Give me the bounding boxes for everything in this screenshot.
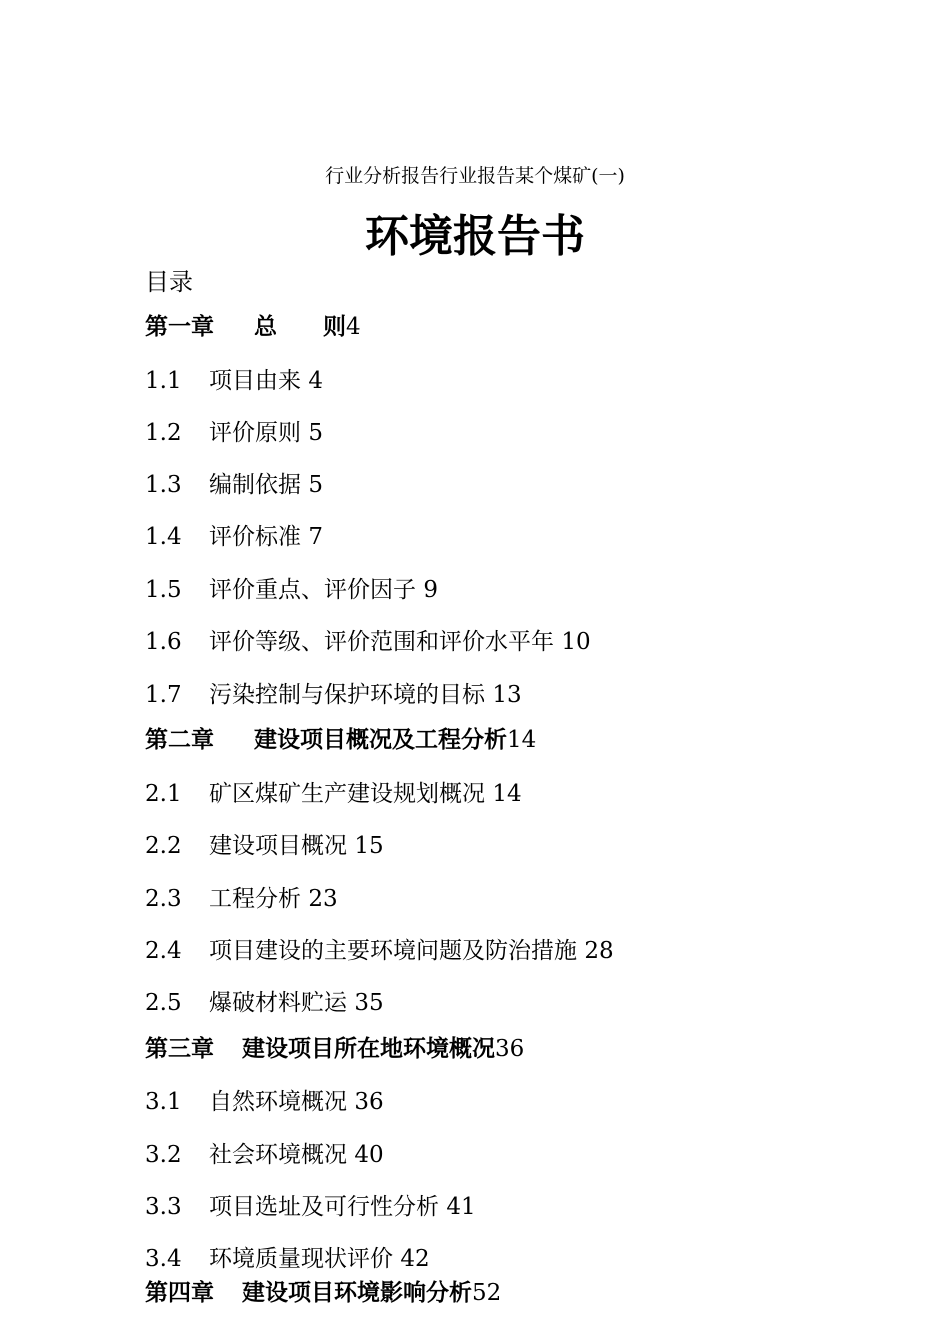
section-title: 评价重点、评价因子 [209,577,416,603]
toc-section-1-3[interactable] [145,466,323,499]
section-number: 3.3 [145,1194,182,1220]
section-number: 1.2 [145,420,182,446]
chapter-number: 第三章 [145,1036,214,1062]
section-page: 13 [492,682,522,708]
chapter-page: 52 [472,1280,502,1306]
toc-chapter-4[interactable] [145,1274,501,1307]
toc-chapter-1[interactable] [145,308,361,341]
toc-section-3-3[interactable] [145,1188,476,1221]
section-number: 3.2 [145,1142,182,1168]
section-number: 2.2 [145,833,182,859]
section-number: 1.5 [145,577,182,603]
toc-section-1-2[interactable] [145,414,323,447]
section-number: 1.4 [145,524,182,550]
toc-section-3-2[interactable] [145,1136,384,1169]
chapter-title: 建设项目环境影响分析 [242,1280,472,1306]
chapter-page: 36 [495,1036,525,1062]
section-page: 42 [400,1246,430,1272]
section-title: 爆破材料贮运 [209,990,347,1016]
section-page: 35 [354,990,384,1016]
chapter-number: 第一章 [145,314,214,340]
chapter-number: 第二章 [145,727,214,753]
chapter-number: 第四章 [145,1280,214,1306]
section-page: 15 [354,833,384,859]
toc-heading: 目录 [145,268,193,296]
toc-section-1-4[interactable] [145,518,323,551]
section-page: 5 [308,420,323,446]
section-number: 3.1 [145,1089,182,1115]
section-page: 4 [308,368,323,394]
section-number: 1.7 [145,682,182,708]
section-title: 项目由来 [209,368,301,394]
chapter-title: 建设项目概况及工程分析 [254,727,507,753]
document-subtitle: 行业分析报告行业报告某个煤矿(一) [325,165,625,187]
toc-section-1-5[interactable] [145,571,438,604]
section-title: 评价原则 [209,420,301,446]
section-title: 编制依据 [209,472,301,498]
section-number: 1.1 [145,368,182,394]
section-title: 自然环境概况 [209,1089,347,1115]
section-title: 社会环境概况 [209,1142,347,1168]
toc-section-2-2[interactable] [145,827,384,860]
section-title: 环境质量现状评价 [209,1246,393,1272]
section-title: 建设项目概况 [209,833,347,859]
document-title: 环境报告书 [365,211,585,262]
section-number: 1.6 [145,629,182,655]
toc-section-2-5[interactable] [145,984,384,1017]
chapter-page: 4 [346,314,361,340]
section-page: 7 [308,524,323,550]
section-title: 项目选址及可行性分析 [209,1194,439,1220]
toc-section-2-3[interactable] [145,880,338,913]
toc-section-3-1[interactable] [145,1083,384,1116]
section-title: 评价标准 [209,524,301,550]
chapter-page: 14 [507,727,537,753]
toc-chapter-2[interactable] [145,721,536,754]
section-page: 5 [308,472,323,498]
section-page: 36 [354,1089,384,1115]
section-page: 40 [354,1142,384,1168]
section-page: 41 [446,1194,476,1220]
section-page: 14 [492,781,522,807]
section-number: 2.1 [145,781,182,807]
section-title: 矿区煤矿生产建设规划概况 [209,781,485,807]
toc-section-1-1[interactable] [145,362,323,395]
section-page: 10 [561,629,591,655]
section-title: 工程分析 [209,886,301,912]
section-number: 2.4 [145,938,182,964]
section-number: 2.3 [145,886,182,912]
section-number: 3.4 [145,1246,182,1272]
section-title: 污染控制与保护环境的目标 [209,682,485,708]
toc-section-1-6[interactable] [145,623,591,656]
section-number: 1.3 [145,472,182,498]
toc-section-3-4[interactable] [145,1240,430,1273]
chapter-title: 建设项目所在地环境概况 [242,1036,495,1062]
section-page: 9 [423,577,438,603]
toc-section-2-4[interactable] [145,932,614,965]
toc-section-2-1[interactable] [145,775,522,808]
section-title: 项目建设的主要环境问题及防治措施 [209,938,577,964]
section-page: 28 [584,938,614,964]
chapter-title: 总 则 [254,314,346,340]
section-number: 2.5 [145,990,182,1016]
section-page: 23 [308,886,338,912]
section-title: 评价等级、评价范围和评价水平年 [209,629,554,655]
toc-chapter-3[interactable] [145,1030,524,1063]
toc-section-1-7[interactable] [145,676,522,709]
